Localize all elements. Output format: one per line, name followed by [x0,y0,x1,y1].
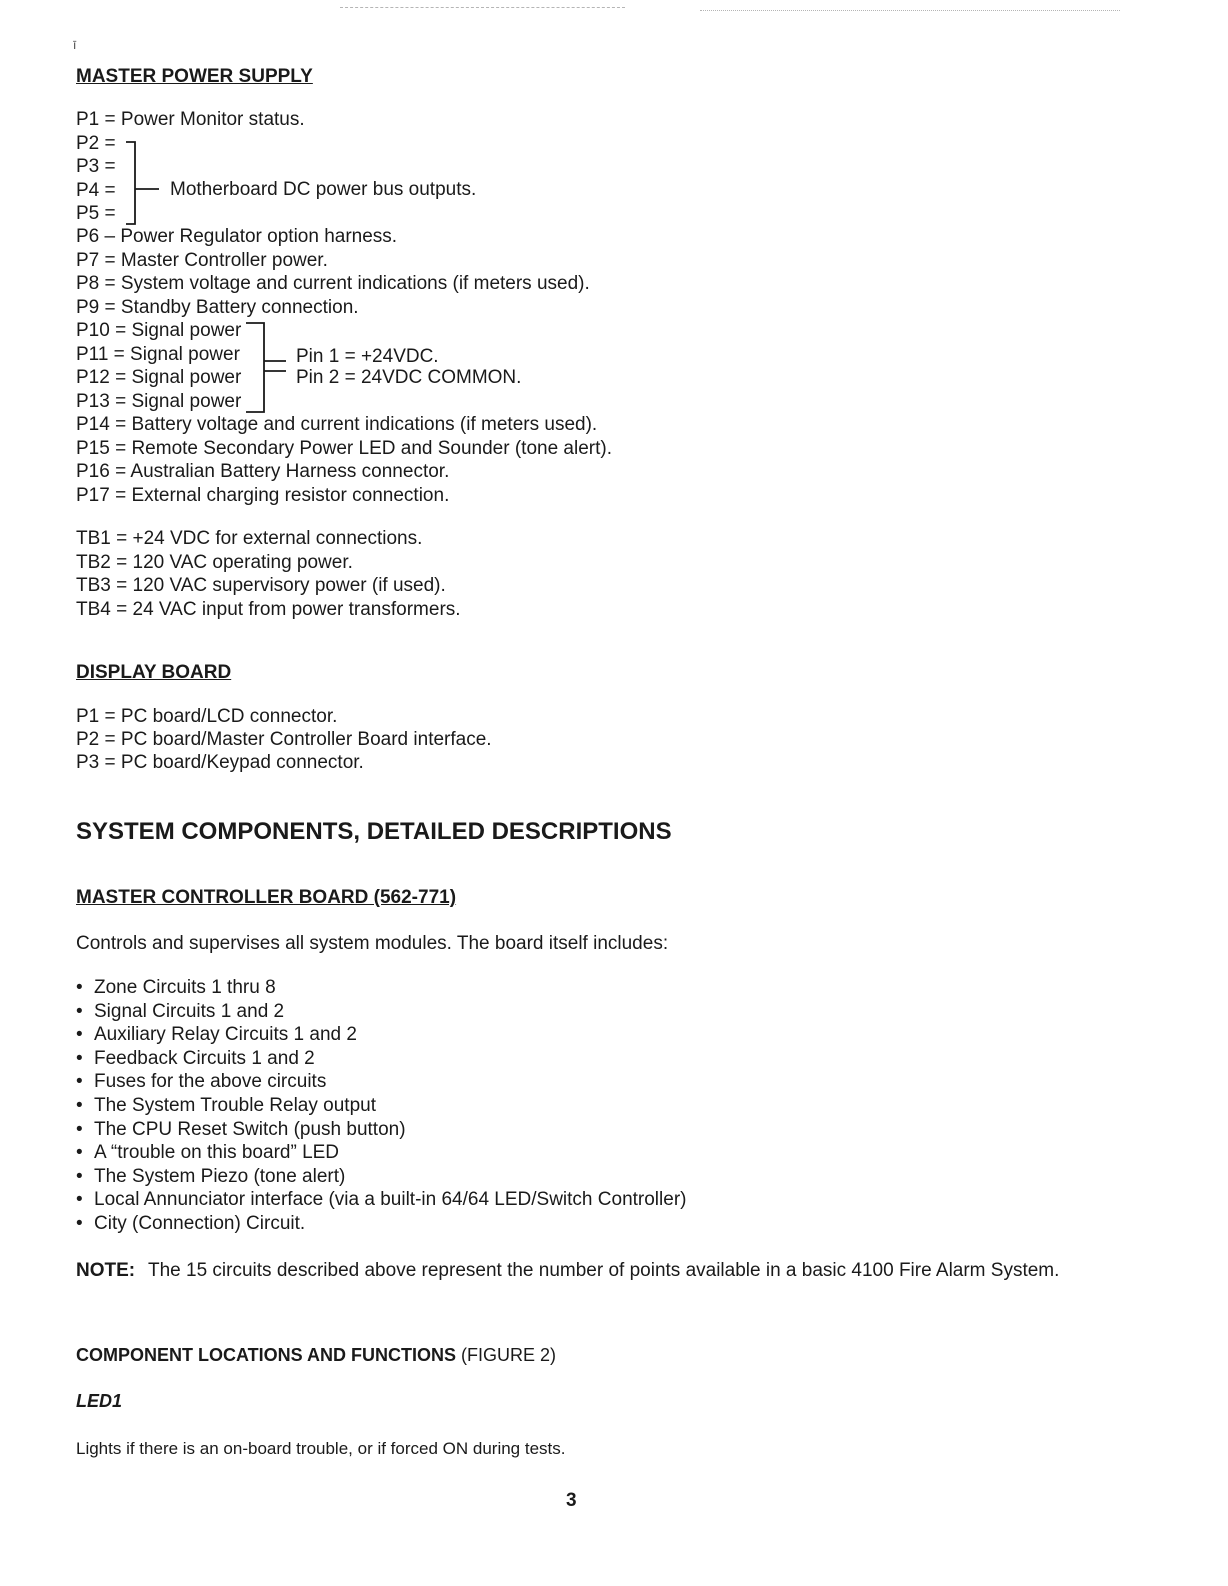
mps-line: P14 = Battery voltage and current indications (if meters used). [76,414,598,435]
list-item: • Signal Circuits 1 and 2 [76,1000,686,1024]
pin2-label: Pin 2 = 24VDC COMMON. [296,367,522,388]
note-block [76,1258,1076,1283]
master-controller-list [76,976,686,1236]
mps-line: P5 = [76,203,116,224]
mps-line: P6 – Power Regulator option harness. [76,226,398,247]
mps-line: P11 = Signal power [76,344,240,365]
list-item: • The CPU Reset Switch (push button) [76,1118,686,1142]
mps-line: P7 = Master Controller power. [76,250,328,271]
terminal-line: TB1 = +24 VDC for external connections. [76,528,423,549]
mps-line: P15 = Remote Secondary Power LED and Sounder (tone alert). [76,438,612,459]
list-item: • A “trouble on this board” LED [76,1141,686,1165]
mps-line: P17 = External charging resistor connection. [76,485,450,506]
component-locations-heading [76,1345,556,1366]
list-item: • Fuses for the above circuits [76,1070,686,1094]
terminal-line: TB4 = 24 VAC input from power transformers. [76,599,461,620]
terminal-line: TB2 = 120 VAC operating power. [76,552,353,573]
list-item: • Feedback Circuits 1 and 2 [76,1047,686,1071]
list-item: • The System Piezo (tone alert) [76,1165,686,1189]
mps-line: P9 = Standby Battery connection. [76,297,359,318]
figure-reference: (FIGURE 2) [461,1345,557,1365]
mps-line: P3 = [76,156,116,177]
display-line: P3 = PC board/Keypad connector. [76,752,364,773]
display-line: P2 = PC board/Master Controller Board interface. [76,729,492,750]
display-board-heading: DISPLAY BOARD [76,662,232,683]
mps-line: P8 = System voltage and current indications (if meters used). [76,273,590,294]
list-item: • Local Annunciator interface (via a built-in 64/64 LED/Switch Controller) [76,1188,686,1212]
pin1-label: Pin 1 = +24VDC. [296,346,439,367]
list-item: • The System Trouble Relay output [76,1094,686,1118]
mps-line: P4 = [76,180,116,201]
mps-line: P2 = [76,133,116,154]
signal-bracket-icon [244,315,294,415]
component-locations-title: COMPONENT LOCATIONS AND FUNCTIONS [76,1345,456,1365]
terminal-line: TB3 = 120 VAC supervisory power (if used). [76,575,446,596]
mps-line: P10 = Signal power [76,320,242,341]
note-label: NOTE: [76,1260,136,1281]
display-line: P1 = PC board/LCD connector. [76,706,338,727]
list-item: • Zone Circuits 1 thru 8 [76,976,686,1000]
mps-line: P13 = Signal power [76,391,242,412]
note-text: The 15 circuits described above represent the number of points available in a basic 4100 Fire Alarm System. [148,1260,1060,1281]
page-marker: ī [73,38,77,52]
bus-bracket-icon [122,132,162,232]
bus-label: Motherboard DC power bus outputs. [170,179,477,200]
mps-line: P12 = Signal power [76,367,242,388]
list-item: • City (Connection) Circuit. [76,1212,686,1236]
system-components-heading: SYSTEM COMPONENTS, DETAILED DESCRIPTIONS [76,818,672,845]
scan-artifact-line [700,10,1120,11]
page-number: 3 [566,1490,577,1511]
led1-description: Lights if there is an on-board trouble, or if forced ON during tests. [76,1439,566,1458]
master-controller-heading: MASTER CONTROLLER BOARD (562-771) [76,887,457,908]
list-item: • Auxiliary Relay Circuits 1 and 2 [76,1023,686,1047]
master-power-supply-heading: MASTER POWER SUPPLY [76,66,313,87]
mps-line: P16 = Australian Battery Harness connector. [76,461,450,482]
led1-heading: LED1 [76,1391,123,1411]
mps-line: P1 = Power Monitor status. [76,109,305,130]
scan-artifact-line [340,7,625,8]
master-controller-intro: Controls and supervises all system modules. The board itself includes: [76,933,669,954]
